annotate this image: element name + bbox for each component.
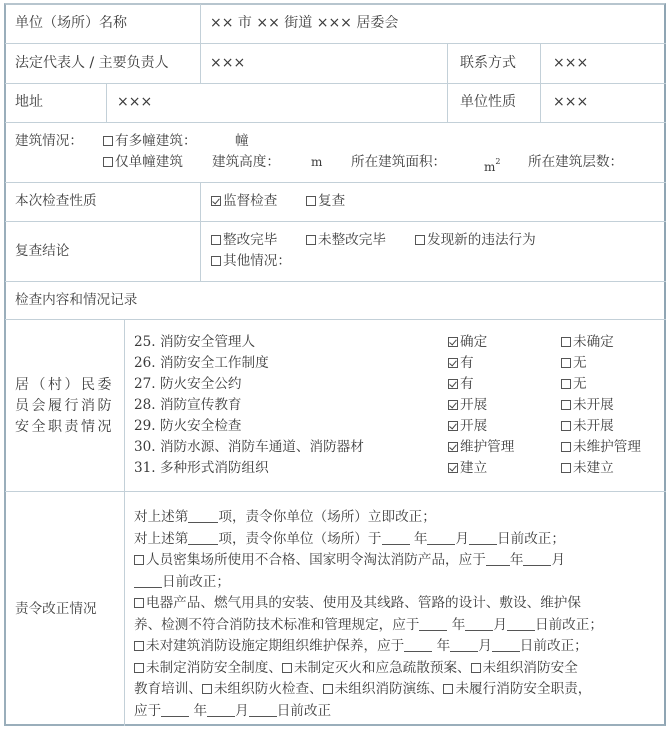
checkbox-recheck[interactable] — [306, 196, 316, 206]
duty-26-yes[interactable] — [448, 353, 474, 374]
row-divider — [5, 83, 666, 84]
inspection-option-recheck[interactable] — [306, 191, 345, 211]
text: 未组织消防安全 — [482, 659, 578, 676]
checkbox-no-safety-system[interactable] — [134, 663, 144, 673]
item-number-blank[interactable] — [188, 530, 218, 545]
duty-item-25: 25. 消防安全管理人 — [134, 334, 256, 350]
text: 年 — [413, 530, 428, 547]
option-label: 无 — [573, 355, 587, 371]
rectify-line-deadline — [134, 529, 660, 551]
building-label: 建筑情况： — [15, 133, 83, 149]
duty-29-no[interactable] — [561, 416, 614, 437]
text: 月 — [478, 638, 492, 654]
checkbox-facility-maintenance[interactable] — [134, 641, 144, 651]
unit-nature-label: 单位性质 — [460, 94, 516, 110]
unit-name-label: 单位（场所）名称 — [15, 15, 127, 31]
day-blank[interactable] — [249, 702, 277, 717]
checkbox-not-completed[interactable] — [306, 235, 316, 245]
rectify-line-systems — [134, 658, 660, 680]
rectify-line-products-cont — [134, 572, 660, 594]
duty-29-yes[interactable] — [448, 416, 487, 437]
option-label: 未确定 — [573, 334, 614, 350]
day-blank[interactable] — [507, 616, 535, 631]
checkbox-checked[interactable] — [448, 337, 458, 347]
address-value[interactable]: ××× — [117, 94, 153, 110]
duty-30-no[interactable] — [561, 437, 641, 458]
col-divider — [106, 83, 107, 122]
row-divider — [5, 122, 666, 123]
duty-31-no[interactable] — [561, 458, 614, 479]
checkbox-multi-building[interactable] — [103, 136, 113, 146]
area-unit — [484, 152, 500, 177]
month-blank[interactable] — [465, 616, 493, 631]
col-divider — [447, 43, 448, 122]
text: 月 — [235, 702, 249, 719]
option-label: 未维护管理 — [573, 439, 641, 455]
text: 月 — [455, 530, 470, 547]
duty-25-yes[interactable] — [448, 332, 487, 353]
duty-item-30: 30. 消防水源、消防车通道、消防器材 — [134, 439, 364, 455]
rectify-line-systems-cont — [134, 679, 660, 701]
checkbox-no-fire-inspection[interactable] — [202, 684, 212, 694]
single-building-label: 仅单幢建筑 — [115, 154, 183, 170]
text: 未对建筑消防设施定期组织维护保养，应于 — [146, 638, 405, 654]
recheck-label: 复查 — [318, 193, 346, 209]
duties-label-line: 居（村）民委 — [15, 377, 114, 393]
text: 教育培训、 — [134, 681, 202, 697]
rectify-label: 责令改正情况 — [15, 601, 97, 617]
text: 对上述第 — [134, 530, 189, 547]
text: 年 — [451, 616, 466, 633]
text: 日前改正； — [162, 573, 230, 590]
text: 未制定消防安全制度、 — [146, 659, 282, 676]
text: 日前改正； — [497, 530, 565, 547]
recheck-option-other[interactable] — [211, 251, 291, 271]
inspection-type-label: 本次检查性质 — [15, 193, 97, 209]
option-label: 未开展 — [573, 397, 614, 413]
rectify-line-final-deadline — [134, 701, 660, 723]
text: 未制定灭火和应急疏散预案、 — [293, 659, 471, 676]
checkbox-checked[interactable] — [448, 421, 458, 431]
text: 年 — [193, 702, 208, 719]
area-unit-base: m — [484, 160, 496, 174]
option-label: 有 — [460, 376, 474, 392]
day-blank[interactable] — [469, 530, 497, 545]
checkbox-checked[interactable] — [448, 463, 458, 473]
text: 对上述第 — [134, 509, 189, 525]
text: 项，责令你单位（场所）立即改正； — [218, 509, 436, 525]
text: 电器产品、燃气用具的安装、使用及其线路、管路的设计、敷设、维护保 — [146, 595, 581, 611]
text: 未履行消防安全职责， — [455, 681, 592, 697]
option-label: 未建立 — [573, 460, 614, 476]
checkbox-checked[interactable] — [448, 400, 458, 410]
checkbox-no-evacuation-plan[interactable] — [282, 663, 292, 673]
new-violation-label: 发现新的违法行为 — [427, 232, 536, 248]
checkbox-completed[interactable] — [211, 235, 221, 245]
year-blank[interactable] — [419, 616, 447, 631]
rectify-line-products — [134, 550, 660, 572]
area-label: 所在建筑面积： — [351, 154, 447, 170]
checkbox[interactable] — [561, 421, 571, 431]
col-divider — [200, 182, 201, 281]
duty-item-29: 29. 防火安全检查 — [134, 418, 242, 434]
checkbox[interactable] — [561, 400, 571, 410]
checkbox-checked[interactable] — [448, 442, 458, 452]
duty-item-26: 26. 消防安全工作制度 — [134, 355, 269, 371]
checkbox[interactable] — [561, 337, 571, 347]
month-blank[interactable] — [207, 702, 235, 717]
height-label: 建筑高度： — [212, 154, 280, 170]
inspection-option-supervision[interactable] — [211, 191, 277, 211]
rectify-line-immediate — [134, 507, 660, 529]
checkbox-checked[interactable] — [448, 379, 458, 389]
contact-label: 联系方式 — [460, 55, 516, 71]
checkbox-no-duty-performance[interactable] — [443, 684, 453, 694]
rectify-line-electrical-cont — [134, 615, 660, 637]
option-label: 建立 — [460, 460, 488, 476]
supervision-label: 监督检查 — [223, 193, 278, 209]
completed-label: 整改完毕 — [223, 232, 278, 248]
text: 年 — [436, 638, 451, 654]
rectify-line-maintenance — [134, 636, 660, 658]
duty-26-no[interactable] — [561, 353, 587, 374]
option-label: 有 — [460, 355, 474, 371]
row-divider — [5, 281, 666, 282]
height-unit: m — [311, 155, 323, 169]
checkbox[interactable] — [561, 463, 571, 473]
multi-building-unit: 幢 — [235, 133, 249, 149]
text: 养、检测不符合消防技术标准和管理规定，应于 — [134, 616, 420, 633]
text: 年 — [509, 552, 524, 568]
duty-30-yes[interactable] — [448, 437, 514, 458]
checkbox[interactable] — [561, 379, 571, 389]
item-number-blank[interactable] — [188, 508, 218, 523]
duty-item-28: 28. 消防宣传教育 — [134, 397, 242, 413]
floors-label: 所在建筑层数： — [528, 154, 624, 170]
single-building-option[interactable] — [103, 152, 183, 172]
recheck-option-new-violation[interactable] — [415, 230, 536, 250]
option-label: 开展 — [460, 418, 488, 434]
unit-nature-value[interactable]: ××× — [553, 94, 589, 110]
row-divider — [5, 182, 666, 183]
row-divider — [5, 221, 666, 222]
duty-25-no[interactable] — [561, 332, 614, 353]
multi-building-option[interactable] — [103, 131, 197, 151]
address-label: 地址 — [15, 94, 43, 110]
checkbox-electrical-gas[interactable] — [134, 598, 144, 608]
year-blank[interactable] — [161, 702, 189, 717]
option-label: 未开展 — [573, 418, 614, 434]
row-divider — [5, 43, 666, 44]
row-divider — [5, 491, 666, 492]
recheck-option-not-completed[interactable] — [306, 230, 386, 250]
checkbox-supervision-checked[interactable] — [211, 196, 221, 206]
rectify-line-electrical — [134, 593, 660, 615]
text: 未组织防火检查、 — [213, 681, 323, 697]
checkbox[interactable] — [561, 442, 571, 452]
duties-label-line: 员会履行消防 — [15, 398, 114, 414]
duties-label — [15, 375, 114, 438]
text: 日前改正 — [276, 702, 332, 719]
legal-rep-value[interactable]: ××× — [210, 55, 246, 71]
checkbox-no-training[interactable] — [471, 663, 481, 673]
duty-27-yes[interactable] — [448, 374, 474, 395]
recheck-option-completed[interactable] — [211, 230, 277, 250]
duty-28-yes[interactable] — [448, 395, 487, 416]
unit-name-value[interactable]: ×× 市 ×× 街道 ××× 居委会 — [210, 15, 399, 31]
checkbox[interactable] — [561, 358, 571, 368]
option-label: 维护管理 — [460, 439, 515, 455]
text: 日前改正； — [534, 616, 603, 633]
rectify-content — [134, 507, 660, 722]
checkbox-other[interactable] — [211, 256, 221, 266]
option-label: 开展 — [460, 397, 488, 413]
col-divider — [124, 319, 125, 726]
option-label: 确定 — [460, 334, 488, 350]
row-divider — [5, 319, 666, 320]
text: 未组织消防演练、 — [334, 681, 444, 697]
col-divider — [540, 43, 541, 122]
checkbox-no-drill[interactable] — [323, 684, 333, 694]
text: 人员密集场所使用不合格、国家明令淘汰消防产品，应于 — [146, 552, 486, 568]
month-blank[interactable] — [427, 530, 455, 545]
text: 月 — [551, 552, 566, 568]
duties-label-line: 安全职责情况 — [15, 419, 114, 435]
duty-27-no[interactable] — [561, 374, 587, 395]
col-divider — [200, 4, 201, 83]
day-blank[interactable] — [492, 637, 520, 652]
checkbox-single-building[interactable] — [103, 157, 113, 167]
other-label: 其他情况： — [223, 253, 291, 269]
multi-building-label: 有多幢建筑： — [115, 133, 197, 149]
text: 项，责令你单位（场所）于 — [218, 530, 382, 547]
not-completed-label: 未整改完毕 — [318, 232, 386, 248]
record-header: 检查内容和情况记录 — [15, 292, 138, 308]
year-blank[interactable] — [404, 637, 432, 652]
day-blank[interactable] — [134, 573, 162, 588]
text: 日前改正； — [519, 638, 588, 654]
checkbox-checked[interactable] — [448, 358, 458, 368]
year-blank[interactable] — [486, 551, 510, 566]
duty-28-no[interactable] — [561, 395, 614, 416]
checkbox-unqualified-products[interactable] — [134, 555, 144, 565]
text: 应于 — [134, 702, 162, 719]
year-blank[interactable] — [382, 530, 410, 545]
month-blank[interactable] — [523, 551, 551, 566]
recheck-conclusion-label: 复查结论 — [15, 243, 70, 259]
contact-value[interactable]: ××× — [553, 55, 589, 71]
text: 月 — [493, 616, 507, 633]
duty-31-yes[interactable] — [448, 458, 487, 479]
duty-item-27: 27. 防火安全公约 — [134, 376, 242, 392]
option-label: 无 — [573, 376, 587, 392]
area-unit-sup: 2 — [495, 157, 501, 166]
checkbox-new-violation[interactable] — [415, 235, 425, 245]
duty-item-31: 31. 多种形式消防组织 — [134, 460, 269, 476]
month-blank[interactable] — [450, 637, 478, 652]
legal-rep-label: 法定代表人 / 主要负责人 — [15, 55, 169, 71]
